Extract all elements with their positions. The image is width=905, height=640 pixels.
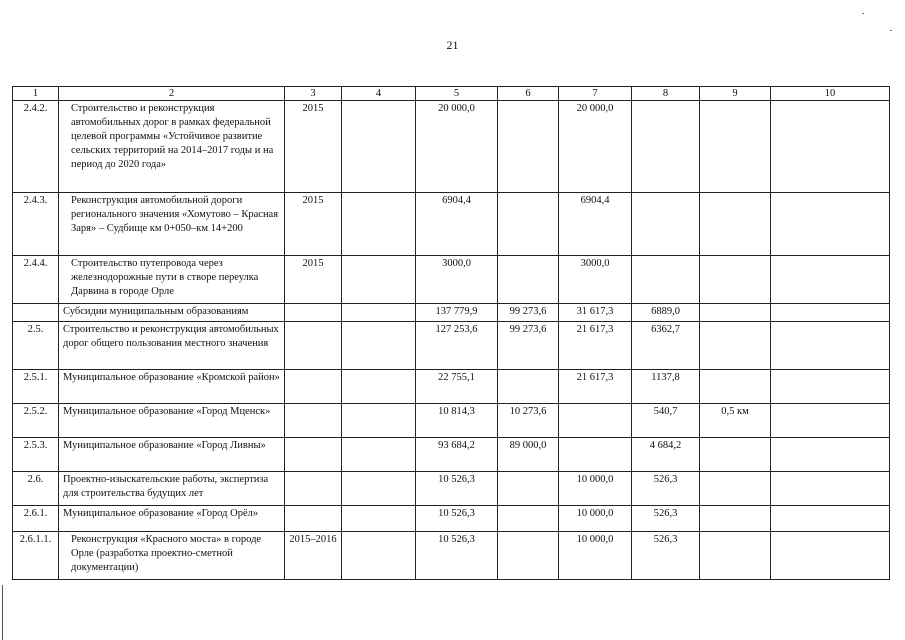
column-header: 1 (13, 87, 59, 101)
column-header: 2 (59, 87, 285, 101)
row-number: 2.6. (13, 472, 59, 506)
cell-col4 (342, 322, 416, 370)
row-description: Муниципальное образование «Город Ливны» (59, 438, 285, 472)
column-header: 3 (285, 87, 342, 101)
row-description: Субсидии муниципальным образованиям (59, 304, 285, 322)
table-header-row (13, 87, 890, 101)
cell-col5: 22 755,1 (416, 370, 498, 404)
table-row (13, 304, 890, 322)
column-header: 4 (342, 87, 416, 101)
row-number: 2.5.1. (13, 370, 59, 404)
cell-col10 (771, 304, 890, 322)
row-number: 2.5. (13, 322, 59, 370)
cell-col8: 6889,0 (632, 304, 700, 322)
cell-col7: 3000,0 (559, 256, 632, 304)
cell-col9 (700, 506, 771, 532)
cell-col6 (498, 532, 559, 580)
column-header: 9 (700, 87, 771, 101)
row-number: 2.4.4. (13, 256, 59, 304)
cell-col10 (771, 101, 890, 193)
cell-col10 (771, 193, 890, 256)
row-period: 2015 (285, 193, 342, 256)
cell-col4 (342, 532, 416, 580)
cell-col8 (632, 101, 700, 193)
row-number: 2.5.2. (13, 404, 59, 438)
cell-col9 (700, 438, 771, 472)
cell-col9 (700, 472, 771, 506)
cell-col7: 21 617,3 (559, 370, 632, 404)
cell-col8 (632, 256, 700, 304)
row-number: 2.5.3. (13, 438, 59, 472)
table-row (13, 101, 890, 193)
table-row (13, 256, 890, 304)
cell-col5: 10 526,3 (416, 506, 498, 532)
cell-col9 (700, 256, 771, 304)
cell-col8: 526,3 (632, 506, 700, 532)
page-number: 21 (446, 38, 459, 52)
cell-col6 (498, 256, 559, 304)
row-number: 2.4.3. (13, 193, 59, 256)
cell-col7: 21 617,3 (559, 322, 632, 370)
row-description: Муниципальное образование «Кромской район» (59, 370, 285, 404)
cell-col9: 0,5 км (700, 404, 771, 438)
cell-col7: 10 000,0 (559, 506, 632, 532)
cell-col6: 99 273,6 (498, 304, 559, 322)
cell-col4 (342, 101, 416, 193)
row-description: Проектно-изыскательские работы, экспертиза для строительства будущих лет (59, 472, 285, 506)
cell-col9 (700, 370, 771, 404)
cell-col4 (342, 404, 416, 438)
cell-col8: 540,7 (632, 404, 700, 438)
column-header: 8 (632, 87, 700, 101)
row-description: Строительство и реконструкция автомобильных дорог общего пользования местного значения (59, 322, 285, 370)
table-row (13, 404, 890, 438)
scan-speck (862, 13, 864, 14)
cell-col6 (498, 506, 559, 532)
cell-col6: 99 273,6 (498, 322, 559, 370)
cell-col5: 6904,4 (416, 193, 498, 256)
row-period (285, 506, 342, 532)
cell-col4 (342, 506, 416, 532)
table-row (13, 532, 890, 580)
cell-col5: 127 253,6 (416, 322, 498, 370)
row-number: 2.4.2. (13, 101, 59, 193)
cell-col6 (498, 193, 559, 256)
cell-col10 (771, 506, 890, 532)
cell-col7: 31 617,3 (559, 304, 632, 322)
column-header: 10 (771, 87, 890, 101)
row-period (285, 370, 342, 404)
cell-col10 (771, 532, 890, 580)
row-number: 2.6.1.1. (13, 532, 59, 580)
cell-col9 (700, 322, 771, 370)
cell-col7 (559, 404, 632, 438)
row-description: Строительство путепровода через железнодорожные пути в створе переулка Дарвина в городе Орле (59, 256, 285, 304)
row-description: Реконструкция автомобильной дороги регионального значения «Хомутово – Красная Заря» – Судбище км 0+050–км 14+200 (59, 193, 285, 256)
cell-col8: 526,3 (632, 532, 700, 580)
row-period: 2015 (285, 256, 342, 304)
cell-col5: 20 000,0 (416, 101, 498, 193)
cell-col6 (498, 101, 559, 193)
row-description: Муниципальное образование «Город Мценск» (59, 404, 285, 438)
cell-col4 (342, 370, 416, 404)
table-row (13, 472, 890, 506)
cell-col10 (771, 404, 890, 438)
row-period (285, 438, 342, 472)
row-period (285, 472, 342, 506)
row-period (285, 304, 342, 322)
budget-table (12, 86, 890, 580)
cell-col9 (700, 101, 771, 193)
cell-col8: 6362,7 (632, 322, 700, 370)
cell-col4 (342, 472, 416, 506)
row-number (13, 304, 59, 322)
cell-col7: 10 000,0 (559, 472, 632, 506)
cell-col9 (700, 532, 771, 580)
cell-col9 (700, 304, 771, 322)
cell-col5: 3000,0 (416, 256, 498, 304)
row-period (285, 404, 342, 438)
cell-col5: 10 526,3 (416, 472, 498, 506)
row-description: Строительство и реконструкция автомобильных дорог в рамках федеральной целевой программы «Устойчивое развитие сельских территорий на 2014–2017 годы и на период до 2020 года» (59, 101, 285, 193)
cell-col4 (342, 438, 416, 472)
row-number: 2.6.1. (13, 506, 59, 532)
row-period: 2015–2016 (285, 532, 342, 580)
cell-col7: 20 000,0 (559, 101, 632, 193)
table-row (13, 506, 890, 532)
cell-col7: 10 000,0 (559, 532, 632, 580)
cell-col10 (771, 256, 890, 304)
scan-edge-line (2, 585, 3, 640)
row-period (285, 322, 342, 370)
table-row (13, 193, 890, 256)
cell-col7 (559, 438, 632, 472)
cell-col6: 89 000,0 (498, 438, 559, 472)
cell-col8: 526,3 (632, 472, 700, 506)
cell-col10 (771, 472, 890, 506)
column-header: 7 (559, 87, 632, 101)
cell-col6 (498, 370, 559, 404)
table-row (13, 322, 890, 370)
cell-col8: 1137,8 (632, 370, 700, 404)
row-period: 2015 (285, 101, 342, 193)
cell-col5: 10 814,3 (416, 404, 498, 438)
cell-col10 (771, 322, 890, 370)
table-row (13, 438, 890, 472)
table-row (13, 370, 890, 404)
cell-col8: 4 684,2 (632, 438, 700, 472)
cell-col6 (498, 472, 559, 506)
column-header: 6 (498, 87, 559, 101)
cell-col4 (342, 256, 416, 304)
cell-col4 (342, 193, 416, 256)
row-description: Муниципальное образование «Город Орёл» (59, 506, 285, 532)
cell-col4 (342, 304, 416, 322)
cell-col6: 10 273,6 (498, 404, 559, 438)
cell-col10 (771, 370, 890, 404)
cell-col5: 10 526,3 (416, 532, 498, 580)
cell-col10 (771, 438, 890, 472)
scan-speck (890, 30, 892, 31)
cell-col8 (632, 193, 700, 256)
column-header: 5 (416, 87, 498, 101)
cell-col7: 6904,4 (559, 193, 632, 256)
row-description: Реконструкция «Красного моста» в городе Орле (разработка проектно-сметной документации) (59, 532, 285, 580)
cell-col5: 93 684,2 (416, 438, 498, 472)
cell-col5: 137 779,9 (416, 304, 498, 322)
cell-col9 (700, 193, 771, 256)
